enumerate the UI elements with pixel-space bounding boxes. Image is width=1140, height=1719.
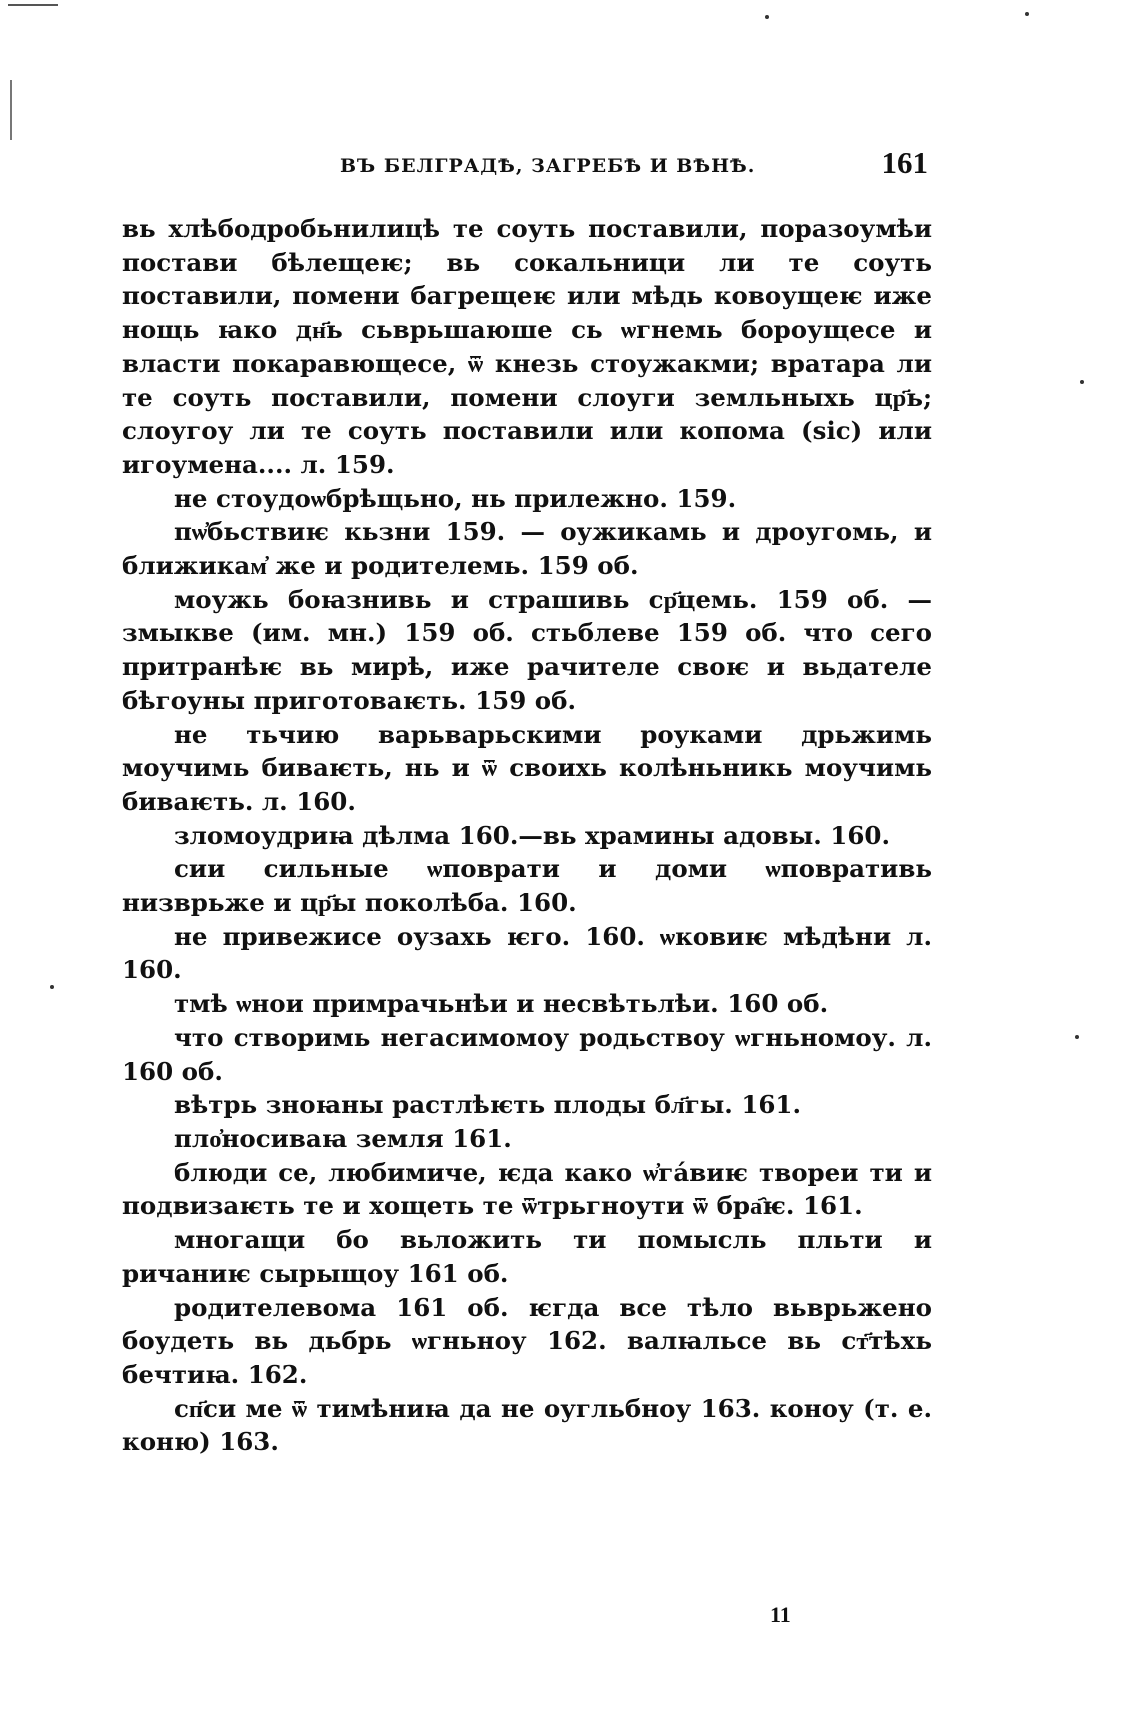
paragraph: родителевома 161 об. ѥгда все тѣло вьврьжено боудеть вь дьбрь ѡгньноу 162. валꙗльсе вь ст҃тѣхь бечтиꙗ. 162. — [122, 1292, 932, 1389]
speck — [765, 15, 769, 19]
scan-edge-mark — [8, 4, 58, 6]
speck — [1080, 380, 1084, 384]
speck — [1075, 1035, 1079, 1039]
paragraph: не привежисе оузахь ѥго. 160. ѡковиѥ мѣдѣни л. 160. — [122, 921, 932, 985]
paragraph: не тьчию варьварьскими роуками дрьжимь моучимь биваѥть, нь и ѿ своихь колѣньникь моучимь биваѥть. л. 160. — [122, 719, 932, 816]
speck — [50, 985, 54, 989]
signature-mark: 11 — [770, 1602, 791, 1627]
running-title: ВЪ БЕЛГРАДѢ, ЗАГРЕБѢ И ВѢНѢ. — [340, 155, 756, 177]
scan-edge-mark — [10, 80, 12, 140]
paragraph: не стоудоѡбрѣщьно, нь прилежно. 159. — [174, 483, 737, 513]
body-text — [122, 212, 932, 1459]
paragraph: вѣтрь зноꙗны растлѣѥть плоды бл҃гы. 161. — [174, 1090, 801, 1120]
paragraph: пѡ҆бьствиѥ кьзни 159. — оужикамь и дроугомь, и ближикам҆ же и родителемь. 159 об. — [122, 517, 932, 581]
paragraph: многащи бо вьложить ти помысль пльти и ричаниѥ сырыщоу 161 об. — [122, 1225, 932, 1288]
speck — [1025, 12, 1029, 16]
paragraph: зломоудриꙗ дѣлма 160.—вь храмины адовы. 160. — [174, 820, 890, 850]
page-header — [120, 145, 928, 185]
paragraph: блюди се, любимиче, ѥда како ѡ҆га́виѥ твореи ти и подвизаѥть те и хощеть те ѿтрьгноути ѿ бра҄ѥ. 161. — [122, 1157, 932, 1221]
paragraph: вь хлѣбодробьнилицѣ те соуть поставили, поразоумѣи постави бѣлещеѥ; вь сокальници ли те соуть поставили, помени багрещеѥ или мѣдь ковоущеѥ иже нощь ꙗко дн҃ь сьврьшаюше сь ѡгнемь бороущесе и власти покаравющесе, ѿ кнезь стоужакми; вратара ли те соуть поставили, помени слоуги земльныхь цр҃ь; слоугоу ли те соуть поставили или копома (sic) или игоумена.... л. 159. — [122, 214, 932, 479]
paragraph: моужь боꙗзнивь и страшивь ср҃цемь. 159 об. — змыкве (им. мн.) 159 об. стьблеве 159 об. что сего притранѣѥ вь мирѣ, иже рачителе своѥ и вьдателе бѣгоуны приготоваѥть. 159 об. — [122, 584, 932, 715]
paragraph: пло҆носиваꙗ земля 161. — [174, 1123, 512, 1153]
paragraph: что створимь негасимомоу родьствоу ѡгньномоу. л. 160 об. — [122, 1022, 932, 1086]
page-number: 161 — [881, 145, 928, 180]
paragraph: тмѣ ѡнои примрачьнѣи и несвѣтьлѣи. 160 об. — [174, 989, 829, 1019]
paragraph: сии сильные ѡповрати и доми ѡповративь низврьже и цр҃ы поколѣба. 160. — [122, 854, 932, 918]
paragraph: сп҃си ме ѿ тимѣниꙗ да не оугльбноу 163. коноу (т. е. коню) 163. — [122, 1393, 932, 1457]
